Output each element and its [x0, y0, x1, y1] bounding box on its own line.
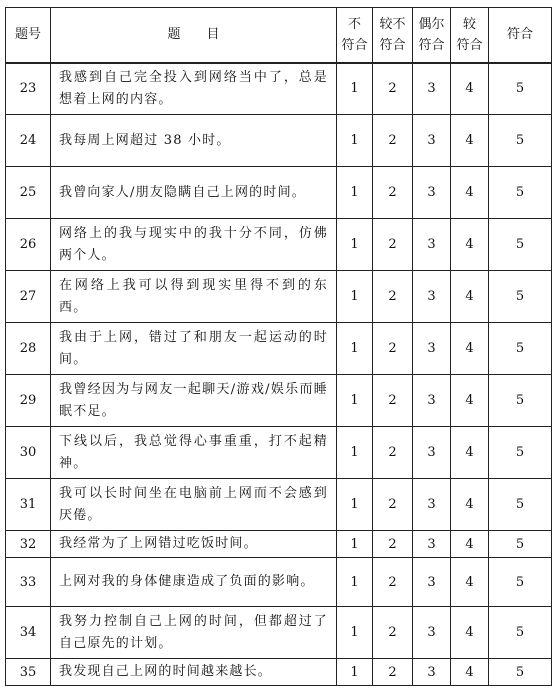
- header-mostly-agree-line2: 符合: [456, 37, 483, 53]
- score-1: 1: [337, 271, 373, 323]
- table-row: [6, 167, 552, 219]
- item-number: 26: [6, 219, 51, 271]
- item-number: 32: [6, 531, 51, 558]
- header-not-agree-line1: 不: [347, 16, 361, 32]
- score-5: 5: [489, 427, 552, 479]
- score-4: 4: [451, 167, 489, 219]
- header-item-text: 题 目: [51, 8, 337, 63]
- item-number: 33: [6, 558, 51, 607]
- score-2: 2: [373, 479, 413, 531]
- score-5: 5: [489, 323, 552, 375]
- score-4: 4: [451, 558, 489, 607]
- score-4: 4: [451, 63, 489, 115]
- item-text: 下线以后，我总觉得心事重重，打不起精神。: [51, 427, 337, 479]
- score-3: 3: [413, 427, 451, 479]
- score-5: 5: [489, 63, 552, 115]
- score-1: 1: [337, 558, 373, 607]
- score-1: 1: [337, 219, 373, 271]
- header-mostly-agree-line1: 较: [462, 16, 476, 32]
- table-row: [6, 427, 552, 479]
- score-3: 3: [413, 375, 451, 427]
- score-2: 2: [373, 375, 413, 427]
- score-5: 5: [489, 607, 552, 659]
- item-text: 我感到自己完全投入到网络当中了，总是想着上网的内容。: [51, 63, 337, 115]
- score-4: 4: [451, 323, 489, 375]
- header-occasionally-line1: 偶尔: [418, 16, 445, 32]
- score-3: 3: [413, 271, 451, 323]
- header-not-agree-line2: 符合: [341, 37, 368, 53]
- score-3: 3: [413, 323, 451, 375]
- header-slightly-disagree: [373, 8, 413, 63]
- questionnaire-table: [5, 7, 552, 686]
- item-text: 我每周上网超过 38 小时。: [51, 115, 337, 167]
- score-5: 5: [489, 531, 552, 558]
- score-4: 4: [451, 607, 489, 659]
- score-3: 3: [413, 659, 451, 686]
- score-2: 2: [373, 659, 413, 686]
- header-item-number: 题号: [6, 8, 51, 63]
- header-agree: 符合: [489, 8, 552, 63]
- item-number: 24: [6, 115, 51, 167]
- score-1: 1: [337, 479, 373, 531]
- score-2: 2: [373, 219, 413, 271]
- score-2: 2: [373, 607, 413, 659]
- score-5: 5: [489, 271, 552, 323]
- table-row: [6, 479, 552, 531]
- item-text: 我由于上网，错过了和朋友一起运动的时间。: [51, 323, 337, 375]
- score-1: 1: [337, 531, 373, 558]
- score-1: 1: [337, 63, 373, 115]
- header-occasionally-line2: 符合: [418, 37, 445, 53]
- score-1: 1: [337, 375, 373, 427]
- item-number: 28: [6, 323, 51, 375]
- score-2: 2: [373, 167, 413, 219]
- score-4: 4: [451, 531, 489, 558]
- item-number: 25: [6, 167, 51, 219]
- score-4: 4: [451, 427, 489, 479]
- table-row: [6, 271, 552, 323]
- score-1: 1: [337, 659, 373, 686]
- score-1: 1: [337, 115, 373, 167]
- table-row: [6, 323, 552, 375]
- header-slightly-disagree-line1: 较不: [379, 16, 406, 32]
- header-occasionally: [413, 8, 451, 63]
- table-row: [6, 558, 552, 607]
- item-text: 上网对我的身体健康造成了负面的影响。: [51, 558, 337, 607]
- questionnaire-table-container: [5, 7, 552, 686]
- score-2: 2: [373, 271, 413, 323]
- score-1: 1: [337, 323, 373, 375]
- item-text: 网络上的我与现实中的我十分不同，仿佛两个人。: [51, 219, 337, 271]
- score-3: 3: [413, 63, 451, 115]
- table-row: [6, 219, 552, 271]
- table-row: [6, 607, 552, 659]
- score-3: 3: [413, 479, 451, 531]
- score-1: 1: [337, 167, 373, 219]
- score-2: 2: [373, 323, 413, 375]
- table-row: [6, 531, 552, 558]
- item-number: 34: [6, 607, 51, 659]
- table-row: [6, 375, 552, 427]
- item-number: 29: [6, 375, 51, 427]
- item-text: 我发现自己上网的时间越来越长。: [51, 659, 337, 686]
- score-3: 3: [413, 219, 451, 271]
- score-5: 5: [489, 659, 552, 686]
- score-3: 3: [413, 531, 451, 558]
- score-4: 4: [451, 375, 489, 427]
- table-row: [6, 63, 552, 115]
- score-5: 5: [489, 558, 552, 607]
- header-not-agree: [337, 8, 373, 63]
- item-text: 我经常为了上网错过吃饭时间。: [51, 531, 337, 558]
- score-2: 2: [373, 558, 413, 607]
- score-2: 2: [373, 115, 413, 167]
- score-1: 1: [337, 607, 373, 659]
- header-mostly-agree: [451, 8, 489, 63]
- score-5: 5: [489, 219, 552, 271]
- header-slightly-disagree-line2: 符合: [379, 37, 406, 53]
- item-number: 23: [6, 63, 51, 115]
- score-4: 4: [451, 115, 489, 167]
- score-2: 2: [373, 63, 413, 115]
- score-2: 2: [373, 531, 413, 558]
- header-row: [6, 8, 552, 63]
- item-number: 27: [6, 271, 51, 323]
- table-row: [6, 115, 552, 167]
- score-3: 3: [413, 558, 451, 607]
- item-number: 35: [6, 659, 51, 686]
- score-5: 5: [489, 167, 552, 219]
- score-3: 3: [413, 115, 451, 167]
- item-text: 我努力控制自己上网的时间，但都超过了自己原先的计划。: [51, 607, 337, 659]
- score-2: 2: [373, 427, 413, 479]
- score-5: 5: [489, 115, 552, 167]
- score-3: 3: [413, 607, 451, 659]
- item-text: 我曾经因为与网友一起聊天/游戏/娱乐而睡眠不足。: [51, 375, 337, 427]
- score-3: 3: [413, 167, 451, 219]
- score-4: 4: [451, 659, 489, 686]
- item-text: 我曾向家人/朋友隐瞒自己上网的时间。: [51, 167, 337, 219]
- item-number: 31: [6, 479, 51, 531]
- score-4: 4: [451, 271, 489, 323]
- score-4: 4: [451, 219, 489, 271]
- item-text: 我可以长时间坐在电脑前上网而不会感到厌倦。: [51, 479, 337, 531]
- score-1: 1: [337, 427, 373, 479]
- item-text: 在网络上我可以得到现实里得不到的东西。: [51, 271, 337, 323]
- table-row: [6, 659, 552, 686]
- item-number: 30: [6, 427, 51, 479]
- score-5: 5: [489, 479, 552, 531]
- score-4: 4: [451, 479, 489, 531]
- score-5: 5: [489, 375, 552, 427]
